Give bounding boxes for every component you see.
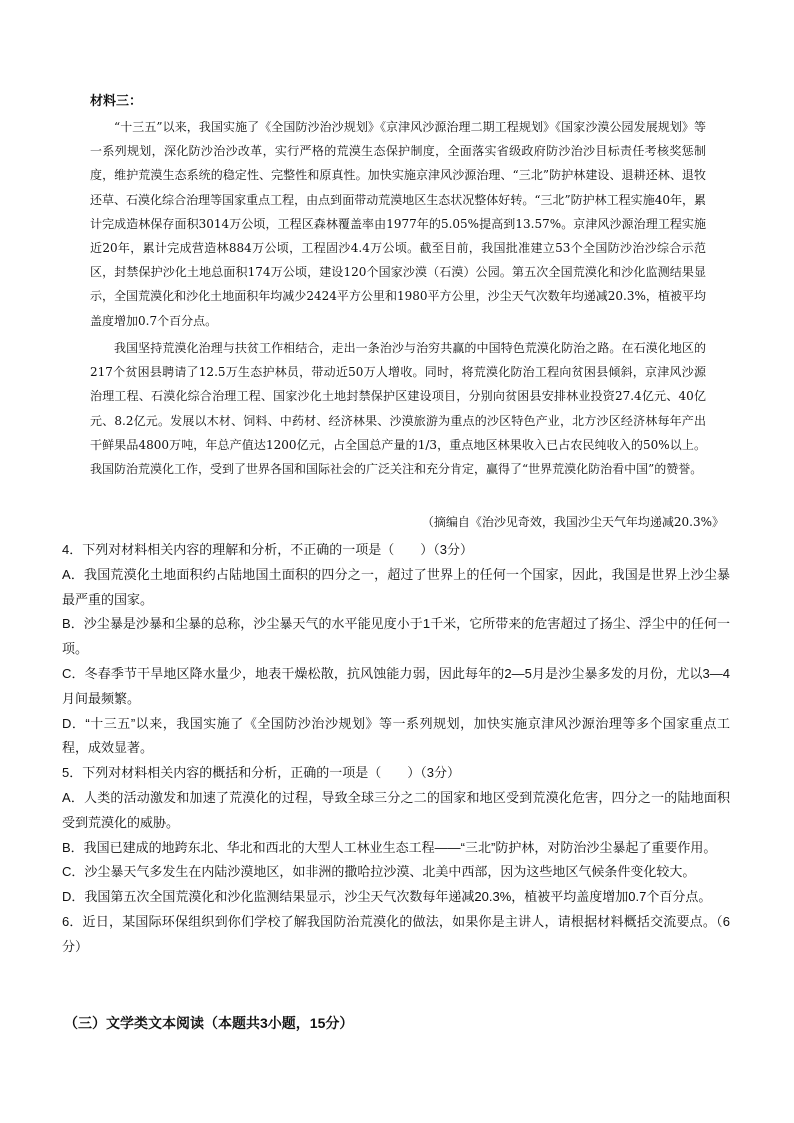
question-list [62,538,730,960]
question-5-option-d: D．我国第五次全国荒漠化和沙化监测结果显示，沙尘天气次数每年递减20.3%，植被平均盖度增加0.7个百分点。 [62,889,712,905]
question-6: 6．近日，某国际环保组织到你们学校了解我国防治荒漠化的做法，如果你是主讲人，请根据材料概括交流要点。（6分） [62,913,730,954]
material-paragraph-2: 我国坚持荒漠化治理与扶贫工作相结合，走出一条治沙与治穷共赢的中国特色荒漠化防治之路。在石漠化地区的217个贫困县聘请了12.5万生态护林员，带动近50万人增收。同时，将荒漠化防治工程向贫困县倾斜，京津风沙源治理工程、石漠化综合治理工程、国家沙化土地封禁保护区建设项目，分别向贫困县安排林业投资27.4亿元、40亿元、8.2亿元。发展以木材、饲料、中药材、经济林果、沙漠旅游为重点的沙区特色产业，北方沙区经济林每年产出干鲜果品4800万吨，年总产值达1200亿元，占全国总产量的1/3，重点地区林果收入已占农民纯收入的50%以上。我国防治荒漠化工作，受到了世界各国和国际社会的广泛关注和充分肯定，赢得了“世界荒漠化防治看中国”的赞誉。 [90,341,706,477]
question-5-option-a: A．人类的活动激发和加速了荒漠化的过程，导致全球三分之二的国家和地区受到荒漠化危害，四分之一的陆地面积受到荒漠化的威胁。 [62,789,730,830]
question-4-option-c: C．冬春季节干旱地区降水量少，地表干燥松散，抗风蚀能力弱，因此每年的2—5月是沙尘暴多发的月份，尤以3—4月间最频繁。 [62,665,730,706]
question-4-option-d: D．“十三五”以来，我国实施了《全国防沙治沙规划》等一系列规划，加快实施京津风沙源治理等多个国家重点工程，成效显著。 [62,715,730,756]
question-5-stem: 5．下列对材料相关内容的概括和分析，正确的一项是（ ）（3分） [62,765,460,781]
question-5-option-b: B．我国已建成的地跨东北、华北和西北的大型人工林业生态工程——“三北”防护林，对防治沙尘暴起了重要作用。 [62,839,717,855]
question-4-stem: 4．下列对材料相关内容的理解和分析，不正确的一项是（ ）（3分） [62,542,473,557]
source-citation: （摘编自《治沙见奇效，我国沙尘天气年均递减20.3%》 [421,515,724,529]
material-heading: 材料三： [90,94,143,109]
question-4-option-b: B．沙尘暴是沙暴和尘暴的总称，沙尘暴天气的水平能见度小于1千米，它所带来的危害超过了扬尘、浮尘中的任何一项。 [62,616,730,657]
question-4-option-a: A．我国荒漠化土地面积约占陆地国土面积的四分之一，超过了世界上的任何一个国家，因此，我国是世界上沙尘暴最严重的国家。 [62,566,730,607]
material-paragraph-1: “十三五”以来，我国实施了《全国防沙治沙规划》《京津风沙源治理二期工程规划》《国家沙漠公园发展规划》等一系列规划，深化防沙治沙改革，实行严格的荒漠生态保护制度，全面落实省级政府防沙治沙目标责任考核奖惩制度，维护荒漠生态系统的稳定性、完整性和原真性。加快实施京津风沙源治理、“三北”防护林建设、退耕还林、退牧还草、石漠化综合治理等国家重点工程，由点到面带动荒漠地区生态状况整体好转。“三北”防护林工程实施40年，累计完成造林保存面积3014万公顷，工程区森林覆盖率由1977年的5.05%提高到13.57%。京津风沙源治理工程实施近20年，累计完成营造林884万公顷，工程固沙4.4万公顷。截至目前，我国批准建立53个全国防沙治沙综合示范区，封禁保护沙化土地总面积174万公顷，建设120个国家沙漠（石漠）公园。第五次全国荒漠化和沙化监测结果显示，全国荒漠化和沙化土地面积年均减少2424平方公里和1980平方公里，沙尘天气次数年均递减20.3%，植被平均盖度增加0.7个百分点。 [90,120,706,328]
question-5-option-c: C．沙尘暴天气多发生在内陆沙漠地区，如非洲的撒哈拉沙漠、北美中西部，因为这些地区气候条件变化较大。 [62,864,696,880]
section-title: （三）文学类文本阅读（本题共3小题，15分） [64,1015,354,1031]
